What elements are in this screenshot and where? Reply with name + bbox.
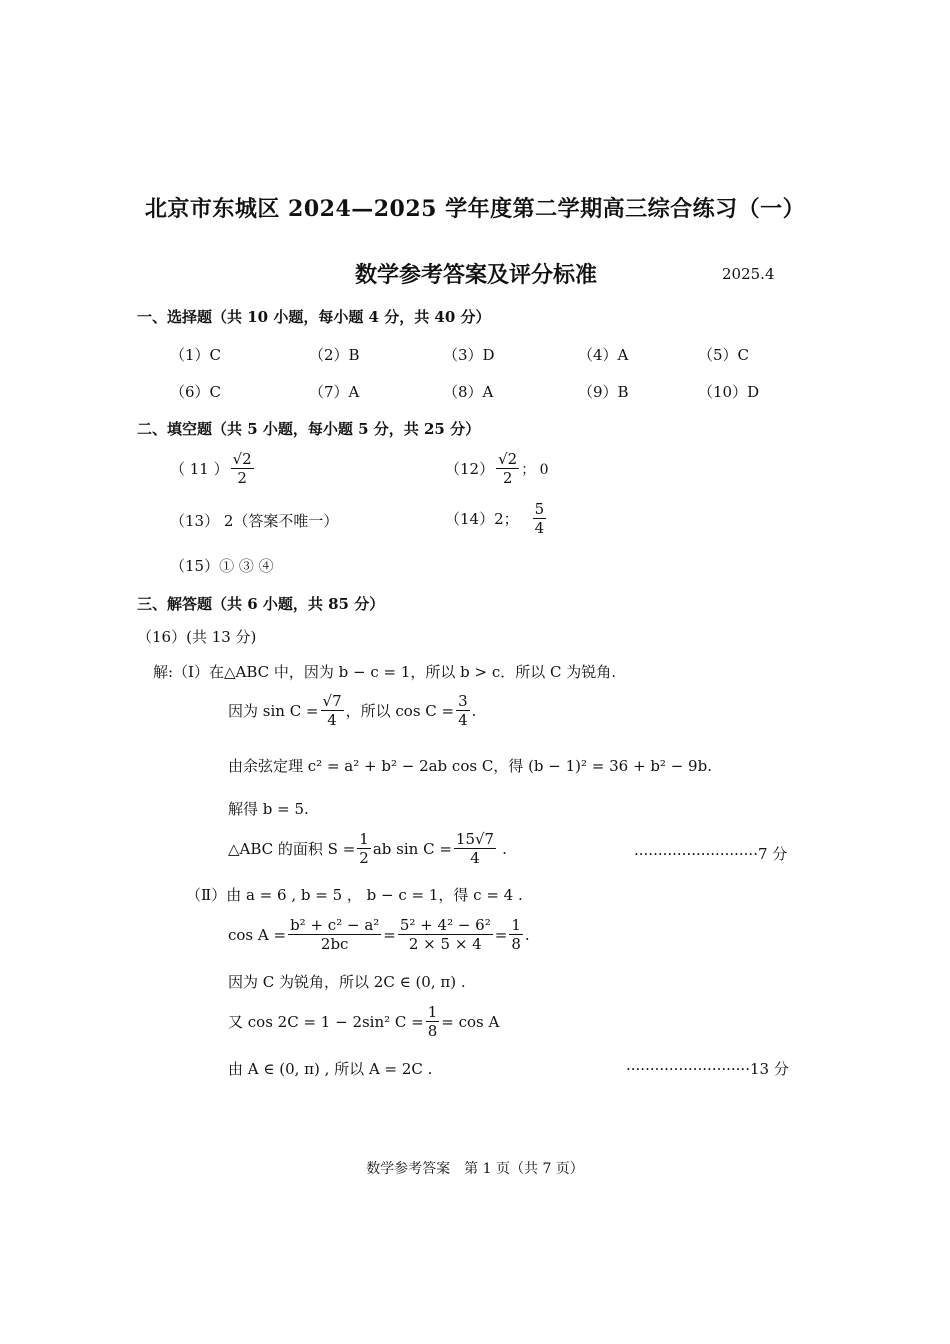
document-title: 北京市东城区 2024—2025 学年度第二学期高三综合练习（一） — [144, 196, 806, 222]
answer-1: （1）C — [170, 346, 222, 364]
fraction-cosA-formula — [288, 916, 381, 953]
fraction-sqrt2-over-2 — [496, 450, 519, 487]
answer-15: （15）① ③ ④ — [170, 557, 274, 575]
line-area — [228, 830, 507, 867]
fraction-numerator: 5 — [534, 500, 545, 518]
fraction-denominator: 2 — [359, 849, 369, 867]
fraction-1-over-2 — [357, 830, 371, 867]
fraction-denominator: 4 — [458, 711, 468, 729]
fraction-3-over-4 — [456, 692, 470, 729]
fraction-numerator: √2 — [498, 450, 518, 468]
answer-3: （3）D — [443, 346, 495, 364]
fraction-numerator: 3 — [458, 692, 468, 710]
answer-6: （6）C — [170, 383, 222, 401]
page-footer: 数学参考答案 第 1 页（共 7 页） — [366, 1161, 584, 1177]
line-area-text: △ABC 的面积 S = — [228, 840, 356, 858]
line-end-period: . — [524, 925, 530, 944]
fraction-denominator: 2 — [502, 469, 513, 487]
answer-13: （13） 2（答案不唯一） — [170, 512, 339, 530]
fraction-denominator: 8 — [511, 935, 521, 953]
line-area-mid: ab sin C = — [372, 839, 452, 858]
fraction-denominator: 2 × 5 × 4 — [408, 935, 482, 953]
line-end-period: . — [502, 839, 507, 858]
score-13: ··························13 分 — [626, 1060, 789, 1078]
q16-part2-intro: （Ⅱ）由 a = 6 , b = 5 ， b − c = 1，得 c = 4 . — [186, 886, 523, 904]
fraction-numerator: 5² + 4² − 6² — [399, 916, 491, 934]
line-2C-range: 因为 C 为锐角，所以 2C ∈ (0, π) . — [228, 973, 466, 991]
fraction-denominator: 2bc — [320, 935, 349, 953]
q16-part1-intro: 解:（Ⅰ）在△ABC 中，因为 b − c = 1，所以 b > c．所以 C 为锐角. — [153, 663, 617, 681]
fraction-cosA-values — [398, 916, 493, 953]
line-sinC — [228, 692, 476, 729]
fraction-numerator: b² + c² − a² — [290, 916, 380, 934]
answer-8: （8）A — [443, 383, 494, 401]
line-cosC-text: ，所以 cos C = — [345, 702, 455, 720]
score-7: ··························7 分 — [634, 845, 788, 863]
equals-sign: = — [494, 925, 508, 944]
answer-12-tail: ； 0 — [521, 461, 549, 478]
answer-14 — [445, 500, 548, 537]
fraction-denominator: 4 — [327, 711, 337, 729]
section1-heading: 一、选择题（共 10 小题，每小题 4 分，共 40 分） — [137, 308, 491, 326]
fraction-denominator: 4 — [534, 519, 545, 537]
fraction-1-over-8 — [509, 916, 523, 953]
line-cosA-text: cos A = — [228, 925, 287, 944]
line-end-period: . — [471, 701, 477, 720]
fraction-numerator: 1 — [511, 916, 521, 934]
fraction-denominator: 4 — [470, 849, 480, 867]
fraction-numerator: 15√7 — [455, 830, 495, 848]
answer-12 — [445, 450, 549, 487]
fraction-sqrt7-over-4 — [321, 692, 344, 729]
fraction-15sqrt7-over-4 — [454, 830, 496, 867]
fraction-1-over-8 — [426, 1003, 440, 1040]
fraction-numerator: √2 — [232, 450, 252, 468]
fraction-numerator: 1 — [359, 830, 369, 848]
line-cos2C-text: 又 cos 2C = 1 − 2sin² C = — [228, 1013, 424, 1031]
fraction-numerator: √7 — [322, 692, 342, 710]
answer-10: （10）D — [698, 383, 760, 401]
fraction-sqrt2-over-2 — [231, 450, 254, 487]
line-sinC-text: 因为 sin C = — [228, 702, 319, 720]
fraction-denominator: 8 — [427, 1022, 438, 1040]
answer-4: （4）A — [578, 346, 629, 364]
answer-11 — [170, 450, 256, 487]
line-b-equals-5: 解得 b = 5. — [228, 800, 309, 818]
answer-14-label: （14）2； — [445, 510, 519, 528]
fraction-numerator: 1 — [427, 1003, 438, 1021]
answer-12-label: （12） — [445, 460, 495, 478]
fraction-denominator: 2 — [237, 469, 247, 487]
answer-5: （5）C — [698, 346, 750, 364]
line-cosA — [228, 916, 530, 953]
fraction-5-over-4 — [533, 500, 547, 537]
line-cos2C-tail: = cos A — [441, 1012, 500, 1031]
answer-11-label: （ 11 ） — [170, 460, 229, 478]
q16-heading: （16）(共 13 分) — [137, 628, 257, 646]
answer-7: （7）A — [309, 383, 360, 401]
document-subtitle: 数学参考答案及评分标准 — [355, 262, 598, 288]
line-cosine-law: 由余弦定理 c² = a² + b² − 2ab cos C，得 (b − 1)² = 36 + b² − 9b. — [228, 757, 712, 775]
answer-2: （2）B — [309, 346, 360, 364]
line-final: 由 A ∈ (0, π) , 所以 A = 2C . — [228, 1060, 433, 1078]
document-date: 2025.4 — [722, 265, 775, 283]
section2-heading: 二、填空题（共 5 小题，每小题 5 分，共 25 分） — [137, 420, 481, 438]
equals-sign: = — [383, 925, 396, 944]
answer-9: （9）B — [578, 383, 629, 401]
line-cos2C — [228, 1003, 499, 1040]
section3-heading: 三、解答题（共 6 小题，共 85 分） — [137, 595, 385, 613]
